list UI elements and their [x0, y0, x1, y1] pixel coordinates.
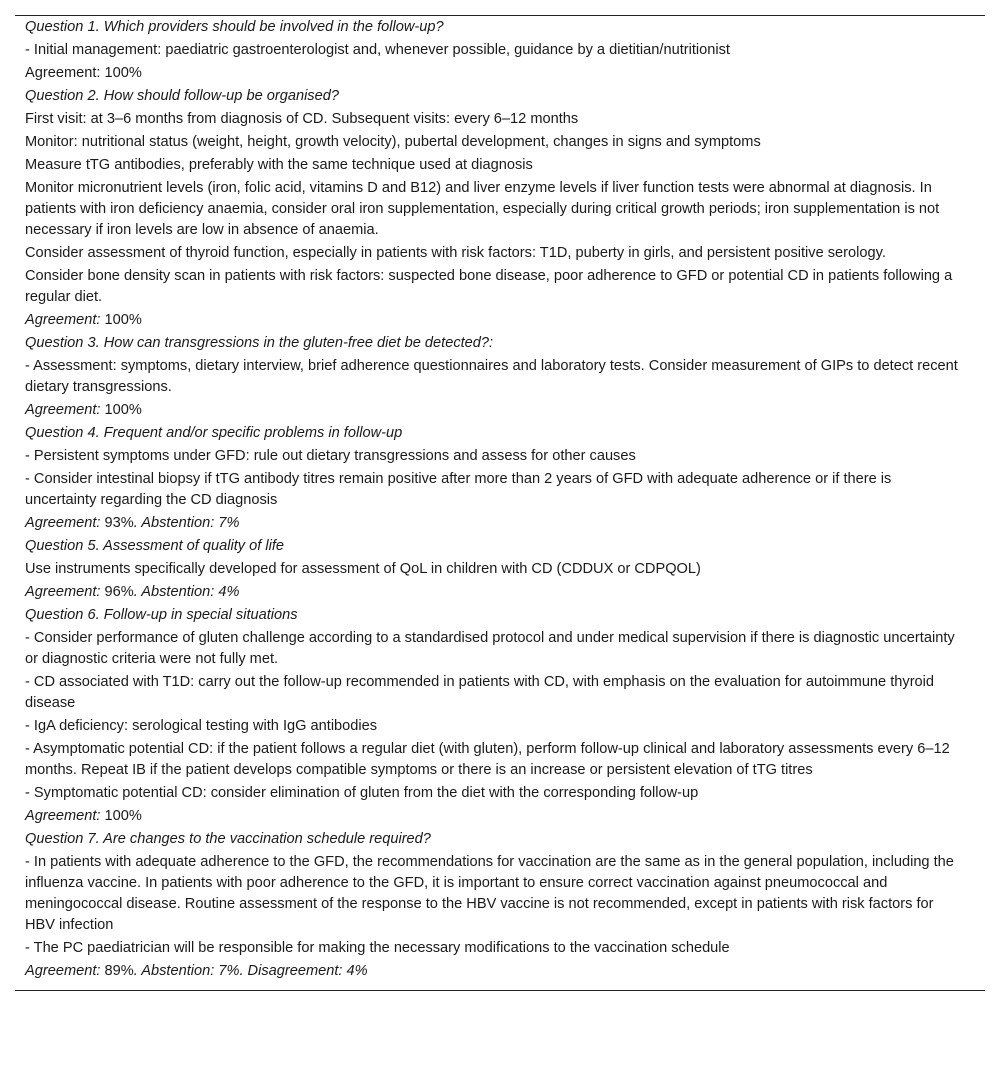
agreement-label: Agreement: — [25, 808, 101, 824]
agreement-label: Agreement: — [25, 402, 101, 418]
agreement-extra: . Abstention: 7% — [133, 515, 240, 531]
recommendation-line: Consider assessment of thyroid function, especially in patients with risk factors: T1D, puberty in girls, and persistent positive serology. — [25, 245, 886, 261]
recommendation-line: - The PC paediatrician will be responsible for making the necessary modifications to the vaccination schedule — [25, 940, 730, 956]
agreement-label: Agreement: — [25, 312, 101, 328]
recommendation-line: - Initial management: paediatric gastroenterologist and, whenever possible, guidance by a dietitian/nutritionist — [25, 42, 730, 58]
recommendation-line: - Assessment: symptoms, dietary interview, brief adherence questionnaires and laboratory tests. Consider measurement of GIPs to detect recent dietary transgressions. — [25, 358, 958, 395]
recommendation-line: Use instruments specifically developed for assessment of QoL in children with CD (CDDUX or CDPQOL) — [25, 561, 701, 577]
question-heading: Question 5. Assessment of quality of life — [25, 538, 285, 554]
recommendation-line: Consider bone density scan in patients with risk factors: suspected bone disease, poor adherence to GFD or potential CD in patients following a regular diet. — [25, 268, 953, 305]
recommendation-line: - Consider performance of gluten challenge according to a standardised protocol and under medical supervision if there is diagnostic uncertainty or diagnostic criteria were not fully met. — [25, 630, 955, 667]
recommendation-line: - IgA deficiency: serological testing with IgG antibodies — [25, 718, 378, 734]
agreement-value: 100% — [100, 808, 142, 824]
agreement-label: Agreement: — [25, 65, 101, 81]
agreement-label: Agreement: — [25, 515, 101, 531]
recommendations-table — [15, 15, 985, 991]
agreement-label: Agreement: — [25, 963, 101, 979]
agreement-value: 93% — [100, 515, 134, 531]
question-heading: Question 7. Are changes to the vaccination schedule required? — [25, 831, 431, 847]
recommendation-line: Measure tTG antibodies, preferably with the same technique used at diagnosis — [25, 157, 533, 173]
agreement-row — [15, 400, 985, 421]
agreement-value: 100% — [100, 402, 142, 418]
agreement-row — [15, 806, 985, 827]
recommendation-line: - Symptomatic potential CD: consider elimination of gluten from the diet with the corresponding follow-up — [25, 785, 699, 801]
recommendation-line: - Persistent symptoms under GFD: rule out dietary transgressions and assess for other causes — [25, 448, 636, 464]
recommendation-line: - Consider intestinal biopsy if tTG antibody titres remain positive after more than 2 years of GFD with adequate adherence or if there is uncertainty regarding the CD diagnosis — [25, 471, 892, 508]
question-heading: Question 3. How can transgressions in the gluten-free diet be detected?: — [25, 335, 494, 351]
question-heading: Question 6. Follow-up in special situations — [25, 607, 298, 623]
agreement-row — [15, 582, 985, 603]
agreement-label: Agreement: — [25, 584, 101, 600]
question-heading: Question 2. How should follow-up be organised? — [25, 88, 339, 104]
agreement-row — [15, 513, 985, 534]
recommendation-line: - Asymptomatic potential CD: if the patient follows a regular diet (with gluten), perform follow-up clinical and laboratory assessments every 6–12 months. Repeat IB if the patient develops compatible symptoms or there is an increase or persistent elevation of tTG titres — [25, 741, 950, 778]
agreement-extra: . Abstention: 7%. Disagreement: 4% — [133, 963, 368, 979]
agreement-value: 96% — [100, 584, 134, 600]
agreement-value: 100% — [100, 312, 142, 328]
agreement-row — [15, 63, 985, 84]
recommendation-line: - In patients with adequate adherence to the GFD, the recommendations for vaccination are the same as in the general population, including the influenza vaccine. In patients with poor adherence to the GFD, it is important to ensure correct vaccination against pneumococcal and meningococcal disease. Routine assessment of the response to the HBV vaccine is not recommended, except in patients with risk factors for HBV infection — [25, 854, 954, 933]
agreement-value: 100% — [100, 65, 142, 81]
recommendation-line: Monitor: nutritional status (weight, height, growth velocity), pubertal development, changes in signs and symptoms — [25, 134, 761, 150]
recommendation-line: First visit: at 3–6 months from diagnosis of CD. Subsequent visits: every 6–12 months — [25, 111, 579, 127]
question-heading: Question 1. Which providers should be involved in the follow-up? — [25, 19, 444, 35]
agreement-row — [15, 310, 985, 331]
agreement-value: 89% — [100, 963, 134, 979]
recommendation-line: Monitor micronutrient levels (iron, folic acid, vitamins D and B12) and liver enzyme levels if liver function tests were abnormal at diagnosis. In patients with iron deficiency anaemia, consider oral iron supplementation, especially during critical growth periods; iron supplementation is not necessary if iron levels are low in absence of anaemia. — [25, 180, 940, 238]
agreement-row — [15, 961, 985, 982]
agreement-extra: . Abstention: 4% — [133, 584, 240, 600]
recommendation-line: - CD associated with T1D: carry out the follow-up recommended in patients with CD, with emphasis on the evaluation for autoimmune thyroid disease — [25, 674, 935, 711]
question-heading: Question 4. Frequent and/or specific problems in follow-up — [25, 425, 403, 441]
